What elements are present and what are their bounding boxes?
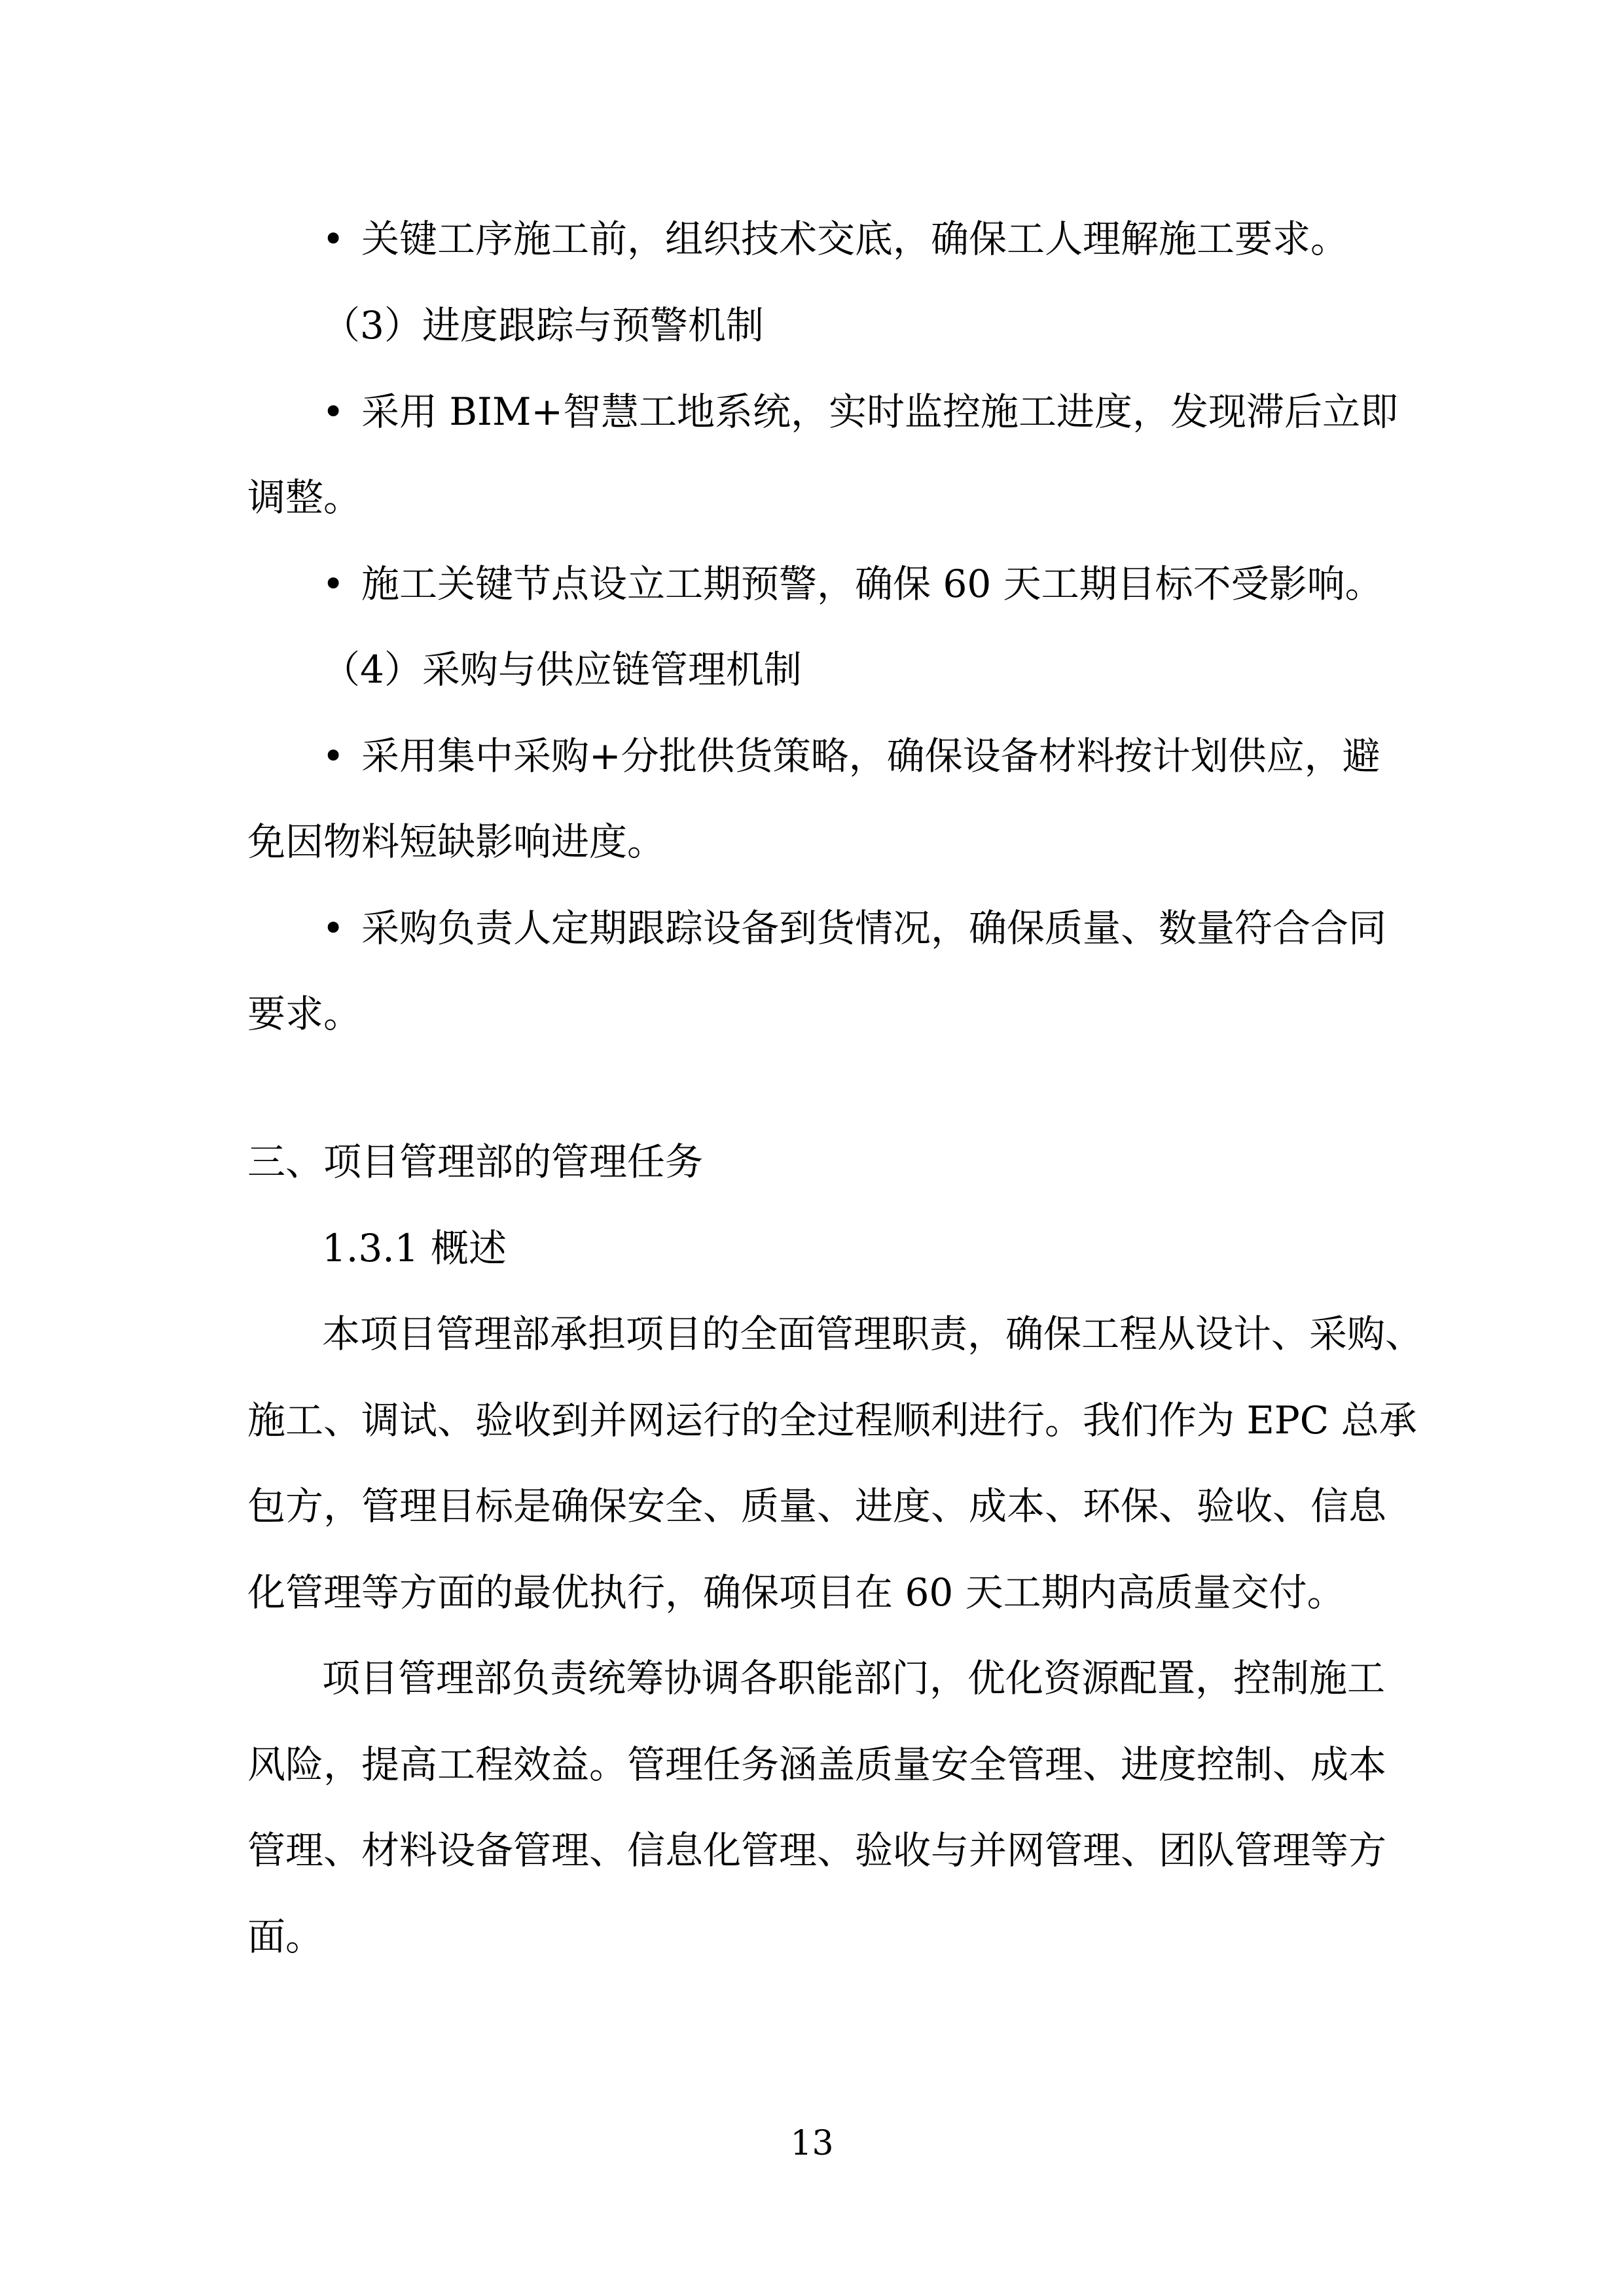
paragraph-line: 化管理等方面的最优执行，确保项目在 60 天工期内高质量交付。	[247, 1570, 1345, 1615]
section-heading: 三、项目管理部的管理任务	[247, 1139, 704, 1184]
subsection-heading: 1.3.1 概述	[322, 1226, 507, 1270]
paragraph-line: 风险，提高工程效益。管理任务涵盖质量安全管理、进度控制、成本	[247, 1742, 1387, 1787]
bullet-text: 关键工序施工前，组织技术交底，确保工人理解施工要求。	[361, 217, 1349, 261]
subsection-heading: （3）进度跟踪与预警机制	[322, 303, 764, 348]
bullet-marker: •	[322, 562, 345, 606]
subsection-heading: （4）采购与供应链管理机制	[322, 647, 802, 692]
bullet-item	[322, 902, 1387, 954]
paragraph-line: 施工、调试、验收到并网运行的全过程顺利进行。我们作为 EPC 总承	[247, 1398, 1417, 1443]
bullet-text: 施工关键节点设立工期预警，确保 60 天工期目标不受影响。	[361, 562, 1383, 606]
bullet-text: 采购负责人定期跟踪设备到货情况，确保质量、数量符合合同	[361, 906, 1387, 950]
bullet-item	[322, 558, 1383, 610]
paragraph-line: 本项目管理部承担项目的全面管理职责，确保工程从设计、采购、	[322, 1312, 1424, 1356]
paragraph-line: 项目管理部负责统筹协调各职能部门，优化资源配置，控制施工	[322, 1656, 1386, 1700]
bullet-marker: •	[322, 217, 345, 261]
bullet-marker: •	[322, 734, 345, 778]
paragraph-line: 面。	[247, 1914, 324, 1959]
bullet-marker: •	[322, 906, 345, 950]
page-number: 13	[790, 2124, 834, 2163]
bullet-text: 采用集中采购+分批供货策略，确保设备材料按计划供应，避	[361, 734, 1380, 778]
bullet-item	[322, 213, 1348, 265]
bullet-text: 采用 BIM+智慧工地系统，实时监控施工进度，发现滞后立即	[361, 389, 1398, 434]
bullet-continuation: 免因物料短缺影响进度。	[247, 819, 666, 864]
bullet-item	[322, 730, 1380, 782]
bullet-continuation: 调整。	[247, 475, 362, 520]
bullet-item	[322, 386, 1398, 438]
bullet-marker: •	[322, 389, 345, 434]
paragraph-line: 包方，管理目标是确保安全、质量、进度、成本、环保、验收、信息	[247, 1484, 1387, 1528]
paragraph-line: 管理、材料设备管理、信息化管理、验收与并网管理、团队管理等方	[247, 1828, 1387, 1873]
bullet-continuation: 要求。	[247, 992, 362, 1036]
